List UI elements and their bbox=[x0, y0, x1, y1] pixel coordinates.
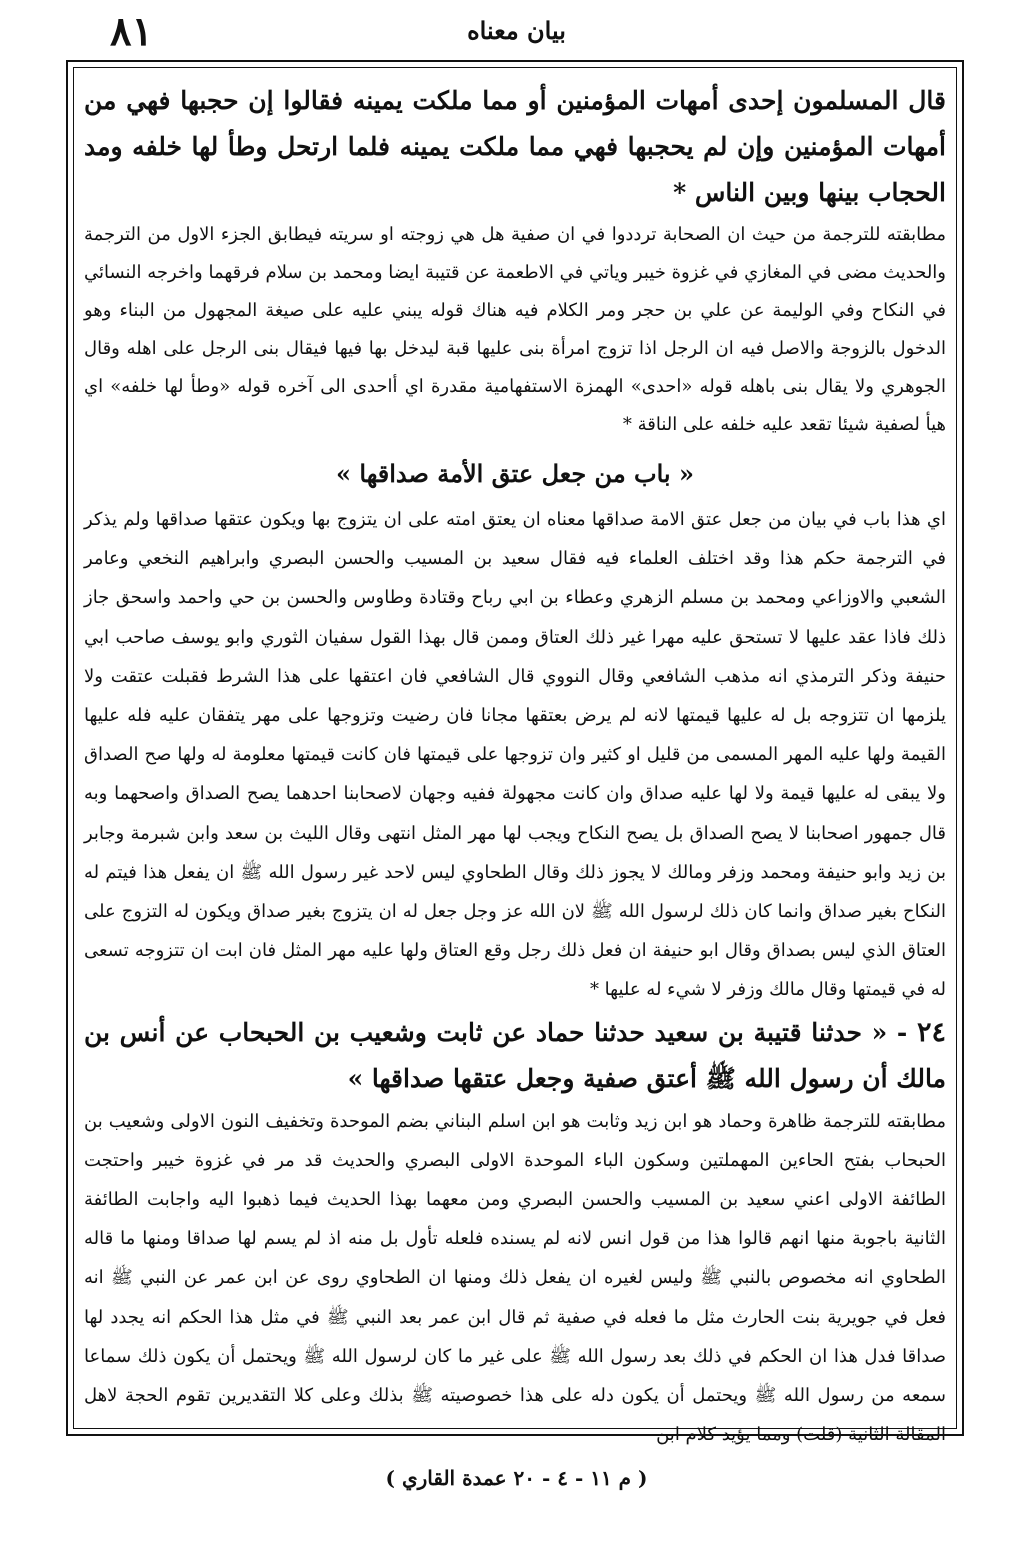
chapter-heading: « باب من جعل عتق الأمة صداقها » bbox=[336, 459, 694, 488]
hadith-24 bbox=[84, 1010, 946, 1102]
commentary-paragraph-3: مطابقته للترجمة ظاهرة وحماد هو ابن زيد وثابت هو ابن اسلم البناني بضم الموحدة وتخفيف النون الاولى وشعيب بن الحبحاب بفتح الحاءين المهملتين وسكون الباء الموحدة الاولى البصري والحديث قد مر في غزوة خيبر واحتجت الطائفة الاولى اعني سعيد بن المسيب والحسن البصري ومن معهما بهذا الحديث فيما ذهبوا اليه واجابت الطائفة الثانية باجوبة منها انهم قالوا هذا من قول انس لانه لم يسنده فلعله تأول بل منه اذ لم يسم لها صداقا ومنها ما قاله الطحاوي انه مخصوص بالنبي ﷺ وليس لغيره ان يفعل ذلك ومنها ان الطحاوي روى عن ابن عمر عن النبي ﷺ انه فعل في جويرية بنت الحارث مثل ما فعله في صفية ثم قال ابن عمر بعد النبي ﷺ في مثل هذا الحكم انه يجدد لها صداقا فدل هذا ان الحكم في ذلك بعد رسول الله ﷺ على غير ما كان لرسول الله ﷺ ويحتمل أن يكون ذلك سماعا سمعه من رسول الله ﷺ ويحتمل أن يكون دله على هذا خصوصيته ﷺ بذلك وعلى كلا التقديرين تقوم الحجة لاهل المقالة الثانية (قلت) ومما يؤيد كلام ابن bbox=[84, 1110, 946, 1446]
hadith-24-text: - « حدثنا قتيبة بن سعيد حدثنا حماد عن ثابت وشعيب بن الحبحاب عن أنس بن مالك أن رسول الله ﷺ أعتق صفية وجعل عتقها صداقها » bbox=[84, 1017, 946, 1093]
hadith-text-continued: قال المسلمون إحدى أمهات المؤمنين أو مما ملكت يمينه فقالوا إن حجبها فهي من أمهات المؤمنين وإن لم يحجبها فهي مما ملكت يمينه فلما ارتحل وطأ لها خلفه ومد الحجاب بينها وبين الناس * bbox=[84, 86, 946, 207]
text-frame bbox=[66, 60, 964, 1446]
page-number: ٨١ bbox=[110, 8, 153, 55]
commentary-paragraph-2: اي هذا باب في بيان من جعل عتق الامة صداقها معناه ان يعتق امته على ان يتزوج بها ويكون عتقها صداقها ولم يذكر في الترجمة حكم هذا وقد اختلف العلماء فيه فقال سعيد بن المسيب والحسن البصري وابراهيم النخعي وعامر الشعبي والاوزاعي ومحمد بن مسلم الزهري وعطاء بن ابي رباح وقتادة وطاوس والحسن بن حي واحمد واسحق جاز ذلك فاذا عقد عليها لا تستحق عليه مهرا غير ذلك العتاق وممن قال بهذا القول سفيان الثوري وابو يوسف صاحب ابي حنيفة وذكر الترمذي انه مذهب الشافعي وقال النووي قال الشافعي فان اعتقها على هذا الشرط فقبلت عتقت ولا يلزمها ان تتزوجه بل له عليها قيمتها لانه لم يرض بعتقها مجانا فان رضيت وتزوجها على مهر يتفقان عليه فله عليها القيمة ولها عليه المهر المسمى من قليل او كثير وان تزوجها على قيمتها فان كانت قيمتها معلومة له ولها صح الصداق ولا يبقى له عليها قيمة ولا لها عليه صداق وان كانت مجهولة ففيه وجهان لاصحابنا احدهما يصح الصداق واصحهما وبه قال جمهور اصحابنا لا يصح الصداق بل يصح النكاح ويجب لها مهر المثل انتهى وقال الليث بن سعد وابن شبرمة وجابر بن زيد وابو حنيفة ومحمد وزفر ومالك لا يجوز ذلك وقال الطحاوي ليس لاحد غير رسول الله ﷺ ان يفعل هذا فيتم له النكاح بغير صداق وانما كان ذلك لرسول الله ﷺ لان الله عز وجل جعل له ان يتزوج بغير صداق ويكون له التزوج على العتاق الذي ليس بصداق وقال ابو حنيفة ان فعل ذلك رجل وقع العتاق ولها عليه مهر المثل فان ابت ان تتزوجه تسعى له في قيمتها وقال مالك وزفر لا شيء له عليها * bbox=[84, 509, 946, 1001]
commentary-paragraph-1: مطابقته للترجمة من حيث ان الصحابة ترددوا في ان صفية هل هي زوجته او سريته فيطابق الجزء الاول من الترجمة والحديث مضى في المغازي في غزوة خيبر وياتي في الاطعمة عن قتيبة ايضا ومحمد بن سلام فرقهما واخرجه النسائي في النكاح وفي الوليمة عن علي بن حجر ومر الكلام فيه هناك قوله يبني عليه على صيغة المجهول من البناء وهو الدخول بالزوجة والاصل فيه ان الرجل اذا تزوج امرأة بنى عليها قبة ليدخل بها فيها فيقال بنى الرجل على اهله وقال الجوهري ولا يقال بنى باهله قوله «احدى» الهمزة الاستفهامية مقدرة اي أاحدى الى آخره قوله «وطأ لها خلفه» اي هيأ لصفية شيئا تقعد عليه خلفه على الناقة * bbox=[84, 224, 946, 435]
page-header bbox=[70, 8, 963, 54]
footer-signature: ( م ١١ - ٤ - ٢٠ عمدة القاري ) bbox=[385, 1466, 648, 1490]
page-content bbox=[84, 78, 946, 1446]
running-title: بيان معناه bbox=[467, 16, 566, 45]
hadith-number: ٢٤ bbox=[916, 1016, 946, 1048]
